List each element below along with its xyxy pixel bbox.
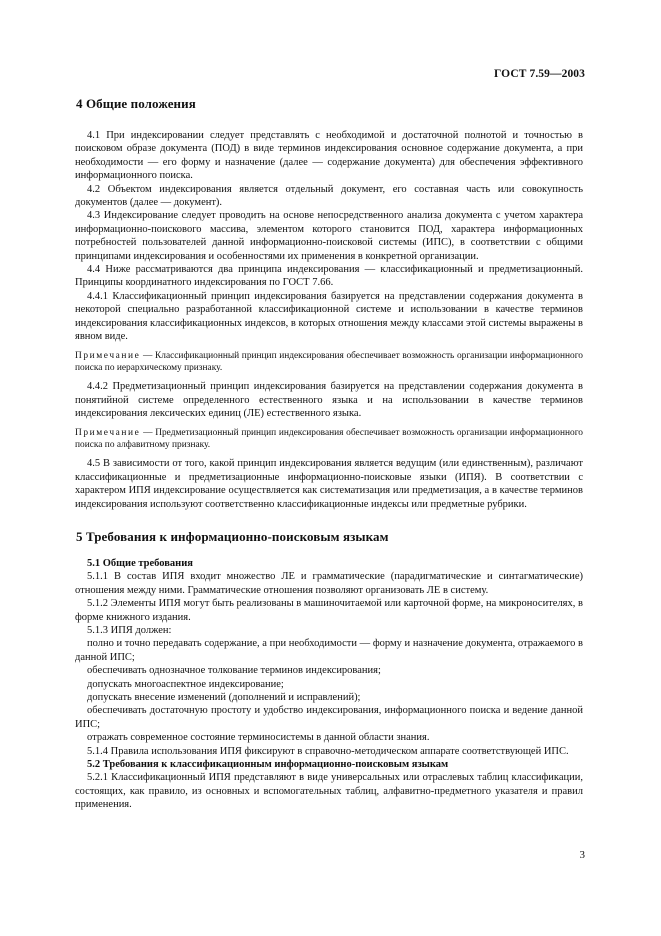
note-2: [75, 427, 583, 452]
paragraph-5-1-3: 5.1.3 ИПЯ должен:: [87, 625, 172, 636]
list-item: отражать современное состояние терминосистемы в данной области знания.: [87, 732, 430, 744]
paragraph-5-1-1: 5.1.1 В состав ИПЯ входит множество ЛЕ и грамматические (парадигматические и синтагматические) отношения между ними. Грамматические отношения позволяют организовать ЛЕ в систему.: [75, 571, 583, 596]
paragraph-5-1-4: 5.1.4 Правила использования ИПЯ фиксируют в справочно-методическом аппарате соответствующей ИПС.: [87, 745, 569, 757]
paragraph-4-4: 4.4 Ниже рассматриваются два принципа индексирования — классификационный и предметизационный. Принципы координатного индексирования по ГОСТ 7.66.: [75, 264, 583, 289]
page-header: ГОСТ 7.59—2003: [494, 68, 585, 80]
paragraph-4-5: 4.5 В зависимости от того, какой принцип индексирования является ведущим (или единственным), различают классификационные и предметизационные информационно-поисковые языки (ИПЯ). В соответствии с характером ИПЯ индексирование осуществляется как систематизация или предметизация, а в качестве терминов индексирования используют соответственно классификационные индексы или предметные рубрики.: [75, 458, 583, 510]
paragraph-4-4-1: 4.4.1 Классификационный принцип индексирования базируется на представлении содержания документа в некоторой специально разработанной классификационной системе и использовании в качестве терминов индексирования классификационных индексов, в которых отношения между классами этой системы выражены в явном виде.: [75, 290, 583, 343]
note-2-label: Примечание: [75, 427, 141, 438]
note-1-label: Примечание: [75, 350, 141, 361]
list-item: допускать многоаспектное индексирование;: [87, 678, 284, 690]
subsection-5-2-heading: 5.2 Требования к классификационным информационно-поисковым языкам: [87, 759, 449, 771]
paragraph-4-1: 4.1 При индексировании следует представлять с необходимой и достаточной полнотой и точностью в поисковом образе документа (ПОД) в виде терминов индексирования основное содержание документа, а при необходимости — его форму и назначение (далее — содержание документа) для обеспечения эффективного информационного поиска.: [75, 130, 583, 182]
page-number: 3: [579, 849, 585, 861]
list-item: полно и точно передавать содержание, а при необходимости — форму и назначение документа, отражаемого в данной ИПС;: [75, 638, 583, 663]
paragraph-4-2: 4.2 Объектом индексирования является отдельный документ, его составная часть или совокупность документов (далее — документ).: [75, 183, 583, 209]
subsection-5-1-heading: 5.1 Общие требования: [87, 557, 193, 569]
paragraph-4-4-2: 4.4.2 Предметизационный принцип индексирования базируется на представлении содержания документа в понятийной системе определенного естественного языка и на использовании в качестве терминов индексирования лексических единиц (ЛЕ) естественного языка.: [75, 381, 583, 420]
note-2-text: — Предметизационный принцип индексирования обеспечивает возможность организации информационного поиска по алфавитному признаку.: [75, 427, 583, 450]
section-5-heading: 5 Требования к информационно-поисковым языкам: [76, 528, 389, 544]
section-4-heading: 4 Общие положения: [76, 96, 196, 111]
paragraph-5-1-2: 5.1.2 Элементы ИПЯ могут быть реализованы в машиночитаемой или карточной форме, на микроносителях, в форме книжного издания.: [75, 598, 583, 623]
list-item: допускать внесение изменений (дополнений и исправлений);: [87, 692, 361, 704]
list-item: обеспечивать достаточную простоту и удобство индексирования, информационного поиска и ведение данной ИПС;: [75, 705, 583, 730]
note-1-text: — Классификационный принцип индексирования обеспечивает возможность организации информационного поиска по иерархическому признаку.: [75, 350, 583, 373]
paragraph-5-2-1: 5.2.1 Классификационный ИПЯ представляют в виде универсальных или отраслевых таблиц классификации, состоящих, как правило, из основных и вспомогательных таблиц, алфавитно-предметного указателя и правил применения.: [75, 772, 583, 811]
paragraph-4-3: 4.3 Индексирование следует проводить на основе непосредственного анализа документа с учетом характера информационно-поискового массива, элементом которого становится ПОД, характера информационных потребностей пользователей данной информационно-поисковой системы (ИПС), в соответствии с общими принципами индексирования и особенностями их применения в конкретной организации.: [75, 210, 583, 262]
note-1: [75, 350, 583, 375]
list-item: обеспечивать однозначное толкование терминов индексирования;: [87, 665, 381, 677]
page-content: [75, 96, 583, 812]
